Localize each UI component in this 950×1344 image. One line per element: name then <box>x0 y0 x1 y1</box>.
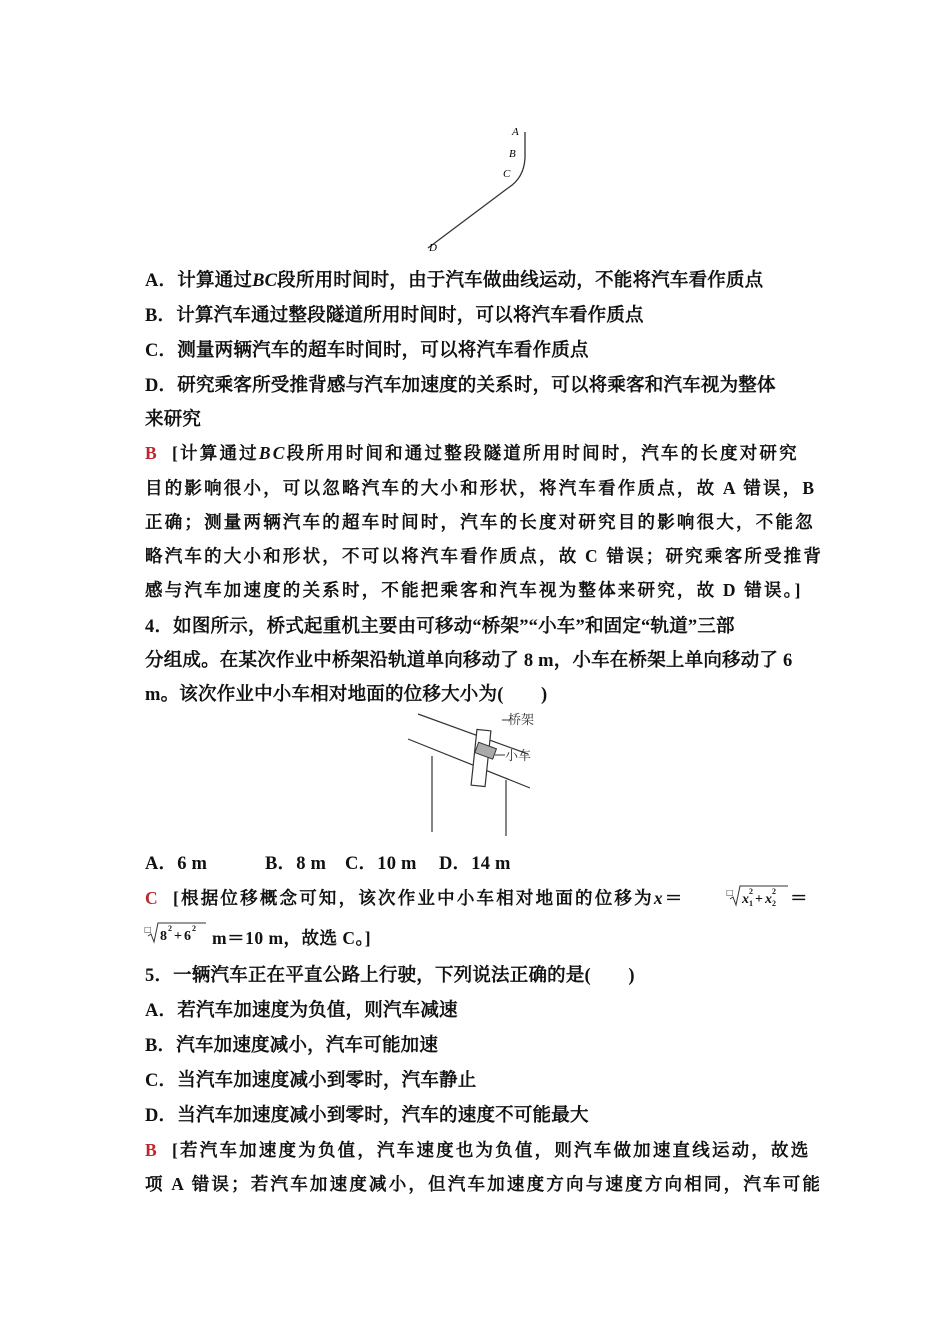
q3-answer-line2: 目的影响很小，可以忽略汽车的大小和形状，将汽车看作质点，故 A 错误，B <box>145 478 817 498</box>
q4-option-b: B．8 m <box>265 854 327 874</box>
svg-text:□: □ <box>144 924 152 934</box>
q4-answer-line2: m＝10 m，故选 C。] <box>212 928 372 948</box>
q4-option-a: A．6 m <box>145 854 208 874</box>
q3-option-a: A．计算通过BC段所用时间时，由于汽车做曲线运动，不能将汽车看作质点 <box>145 271 764 291</box>
q5-answer-line1: B [若汽车加速度为负值，汽车速度也为负值，则汽车做加速直线运动，故选 <box>145 1140 811 1160</box>
q3-answer-letter: B <box>145 443 159 463</box>
q5-answer-letter: B <box>145 1140 159 1160</box>
q3-answer-line1: B [计算通过BC段所用时间和通过整段隧道所用时间时，汽车的长度对研究 <box>145 443 799 463</box>
svg-text:8: 8 <box>160 929 167 944</box>
svg-text:x: x <box>742 892 749 907</box>
svg-text:+: + <box>174 929 182 944</box>
svg-text:2: 2 <box>772 899 776 908</box>
svg-text:6: 6 <box>184 929 191 944</box>
q3-option-c: C．测量两辆汽车的超车时间时，可以将汽车看作质点 <box>145 341 589 361</box>
q4-formula-radical-numbers <box>142 920 210 946</box>
q4-option-d: D．14 m <box>439 854 511 874</box>
q3-answer-line4: 略汽车的大小和形状，不可以将汽车看作质点，故 C 错误；研究乘客所受推背 <box>145 546 824 566</box>
q3-answer-line5: 感与汽车加速度的关系时，不能把乘客和汽车视为整体来研究，故 D 错误。] <box>145 580 803 600</box>
q3-option-b: B．计算汽车通过整段隧道所用时间时，可以将汽车看作质点 <box>145 306 644 326</box>
label-d: D <box>429 242 437 254</box>
label-b: B <box>509 148 516 160</box>
q4-formula-radical-x <box>724 883 790 909</box>
q4-answer-letter: C <box>145 888 160 908</box>
q3-answer-line3: 正确；测量两辆汽车的超车时间时，汽车的长度对研究目的影响很大，不能忽 <box>145 512 815 532</box>
q5-option-b: B．汽车加速度减小，汽车可能加速 <box>145 1036 439 1056</box>
q3-option-d-cont: 来研究 <box>145 410 202 430</box>
svg-text:□: □ <box>726 887 734 897</box>
q3-option-d: D．研究乘客所受推背感与汽车加速度的关系时，可以将乘客和汽车视为整体 <box>145 376 776 396</box>
road-curve-figure <box>420 120 540 260</box>
svg-text:2: 2 <box>749 887 753 896</box>
q4-answer-eq-end: ＝ <box>790 888 810 908</box>
svg-text:+: + <box>755 892 763 907</box>
q4-answer-line1: C [根据位移概念可知，该次作业中小车相对地面的位移为x＝ <box>145 888 685 908</box>
bridge-label: 桥架 <box>508 712 535 727</box>
label-c: C <box>503 168 511 180</box>
q4-stem-line3: m。该次作业中小车相对地面的位移大小为( ) <box>145 685 548 705</box>
q4-stem-line2: 分组成。在某次作业中桥架沿轨道单向移动了 8 m，小车在桥架上单向移动了 6 <box>145 651 793 671</box>
svg-text:2: 2 <box>772 887 776 896</box>
svg-text:1: 1 <box>749 899 753 908</box>
cart-label: 小车 <box>505 748 532 763</box>
svg-text:2: 2 <box>168 924 172 933</box>
q5-option-c: C．当汽车加速度减小到零时，汽车静止 <box>145 1071 477 1091</box>
svg-text:2: 2 <box>192 924 196 933</box>
q5-stem: 5．一辆汽车正在平直公路上行驶，下列说法正确的是( ) <box>145 966 635 986</box>
q5-answer-line2: 项 A 错误；若汽车加速度减小，但汽车加速度方向与速度方向相同，汽车可能 <box>145 1174 823 1194</box>
q4-stem-line1: 4．如图所示，桥式起重机主要由可移动“桥架”“小车”和固定“轨道”三部 <box>145 617 735 637</box>
q5-option-a: A．若汽车加速度为负值，则汽车减速 <box>145 1001 458 1021</box>
bridge-crane-figure <box>400 706 560 842</box>
label-a: A <box>512 126 519 138</box>
q5-option-d: D．当汽车加速度减小到零时，汽车的速度不可能最大 <box>145 1106 589 1126</box>
q4-option-c: C．10 m <box>345 854 417 874</box>
svg-text:x: x <box>765 892 772 907</box>
